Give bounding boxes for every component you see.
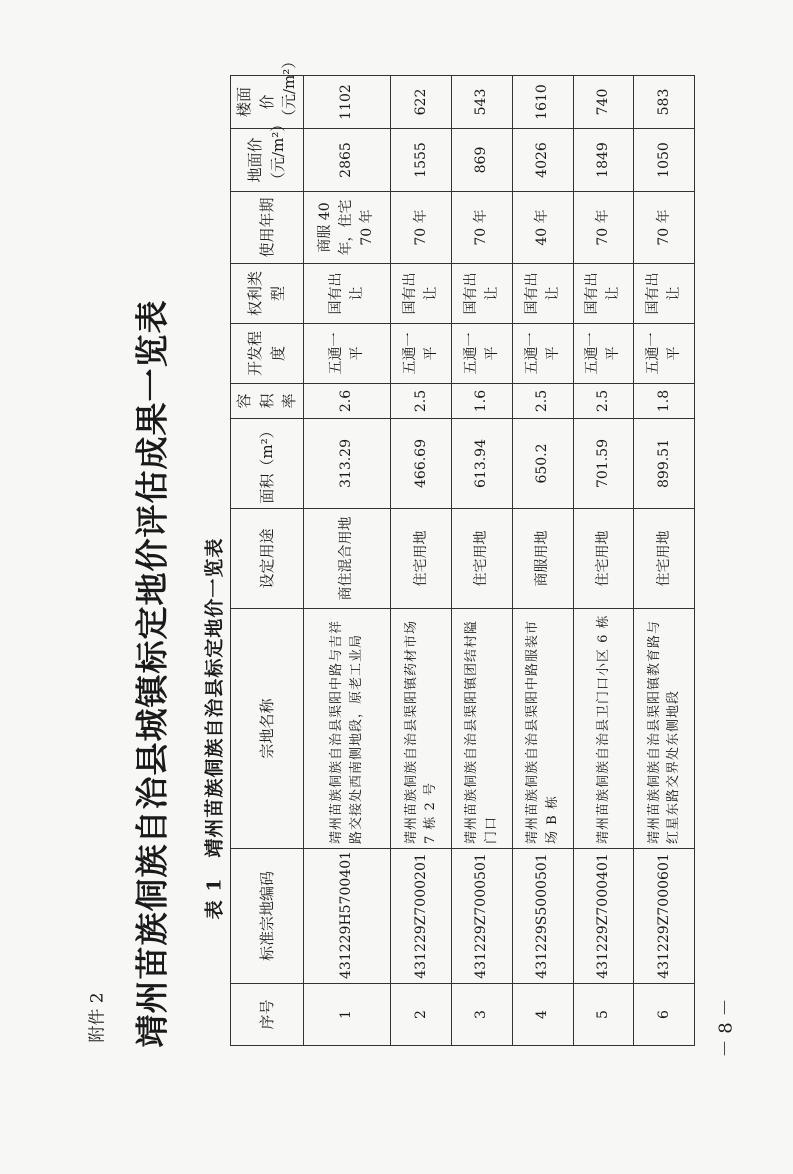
table-row xyxy=(452,76,513,1046)
cell-area: 899.51 xyxy=(634,419,695,509)
cell-dev: 五通一平 xyxy=(303,324,391,384)
cell-seq: 6 xyxy=(634,984,695,1046)
cell-name: 靖州苗族侗族自治县渠阳中路与吉祥路交接处西南侧地段，原老工业局 xyxy=(303,609,391,849)
cell-term: 70 年 xyxy=(391,192,452,264)
cell-far: 1.6 xyxy=(452,384,513,419)
cell-right: 国有出让 xyxy=(573,264,634,324)
cell-area: 701.59 xyxy=(573,419,634,509)
cell-dev: 五通一平 xyxy=(512,324,573,384)
cell-use: 住宅用地 xyxy=(452,509,513,609)
cell-floor-price: 583 xyxy=(634,76,695,129)
cell-floor-price: 543 xyxy=(452,76,513,129)
cell-far: 2.5 xyxy=(573,384,634,419)
cell-use: 住宅用地 xyxy=(573,509,634,609)
cell-dev: 五通一平 xyxy=(573,324,634,384)
cell-land-price: 869 xyxy=(452,129,513,192)
table-container xyxy=(230,53,695,1046)
header-dev: 开发程度 xyxy=(231,324,304,384)
cell-name: 靖州苗族侗族自治县渠阳镇药材市场 7 栋 2 号 xyxy=(391,609,452,849)
table-row xyxy=(512,76,573,1046)
header-land-price: 地面价（元/m²） xyxy=(231,129,304,192)
cell-far: 2.5 xyxy=(512,384,573,419)
cell-use: 商服用地 xyxy=(512,509,573,609)
cell-term: 商服 40 年，住宅 70 年 xyxy=(303,192,391,264)
cell-term: 70 年 xyxy=(452,192,513,264)
cell-use: 住宅用地 xyxy=(634,509,695,609)
cell-dev: 五通一平 xyxy=(391,324,452,384)
attachment-label: 附件 2 xyxy=(87,992,108,1043)
cell-code: 431229Z7000501 xyxy=(452,849,513,984)
cell-right: 国有出让 xyxy=(452,264,513,324)
land-price-table xyxy=(230,53,695,1046)
cell-seq: 5 xyxy=(573,984,634,1046)
cell-term: 40 年 xyxy=(512,192,573,264)
cell-name: 靖州苗族侗族自治县卫门口小区 6 栋 xyxy=(573,609,634,849)
cell-land-price: 1555 xyxy=(391,129,452,192)
cell-land-price: 1849 xyxy=(573,129,634,192)
header-use: 设定用途 xyxy=(231,509,304,609)
cell-far: 2.5 xyxy=(391,384,452,419)
cell-dev: 五通一平 xyxy=(634,324,695,384)
cell-code: 431229H5700401 xyxy=(303,849,391,984)
cell-use: 住宅用地 xyxy=(391,509,452,609)
cell-seq: 2 xyxy=(391,984,452,1046)
cell-name: 靖州苗族侗族自治县渠阳镇团结村隘门口 xyxy=(452,609,513,849)
cell-land-price: 4026 xyxy=(512,129,573,192)
cell-code: 431229S5000501 xyxy=(512,849,573,984)
header-right: 权利类型 xyxy=(231,264,304,324)
cell-right: 国有出让 xyxy=(303,264,391,324)
cell-floor-price: 622 xyxy=(391,76,452,129)
header-seq: 序号 xyxy=(231,984,304,1046)
cell-seq: 4 xyxy=(512,984,573,1046)
header-far: 容积率 xyxy=(231,384,304,419)
cell-area: 466.69 xyxy=(391,419,452,509)
table-row xyxy=(634,76,695,1046)
cell-use: 商住混合用地 xyxy=(303,509,391,609)
page-title: 靖州苗族侗族自治县城镇标定地价评估成果一览表 xyxy=(132,299,172,1048)
header-area: 面积（m²） xyxy=(231,419,304,509)
header-term: 使用年期 xyxy=(231,192,304,264)
header-code: 标准宗地编码 xyxy=(231,849,304,984)
table-row xyxy=(303,76,391,1046)
cell-name: 靖州苗族侗族自治县渠阳中路服装市场 B 栋 xyxy=(512,609,573,849)
cell-dev: 五通一平 xyxy=(452,324,513,384)
cell-seq: 1 xyxy=(303,984,391,1046)
cell-name: 靖州苗族侗族自治县渠阳镇教育路与红星东路交界处东侧地段 xyxy=(634,609,695,849)
cell-land-price: 2865 xyxy=(303,129,391,192)
cell-code: 431229Z7000201 xyxy=(391,849,452,984)
table-header-row xyxy=(231,76,304,1046)
cell-code: 431229Z7000401 xyxy=(573,849,634,984)
cell-term: 70 年 xyxy=(634,192,695,264)
cell-area: 313.29 xyxy=(303,419,391,509)
table-row xyxy=(573,76,634,1046)
page-number: － 8 － xyxy=(715,998,737,1058)
cell-area: 613.94 xyxy=(452,419,513,509)
cell-term: 70 年 xyxy=(573,192,634,264)
header-floor-price: 楼面价（元/m²） xyxy=(231,76,304,129)
cell-floor-price: 1102 xyxy=(303,76,391,129)
cell-code: 431229Z7000601 xyxy=(634,849,695,984)
cell-right: 国有出让 xyxy=(391,264,452,324)
table-row xyxy=(391,76,452,1046)
cell-floor-price: 740 xyxy=(573,76,634,129)
cell-area: 650.2 xyxy=(512,419,573,509)
header-name: 宗地名称 xyxy=(231,609,304,849)
cell-seq: 3 xyxy=(452,984,513,1046)
table-caption: 表 1 靖州苗族侗族自治县标定地价一览表 xyxy=(203,537,226,920)
cell-floor-price: 1610 xyxy=(512,76,573,129)
cell-far: 2.6 xyxy=(303,384,391,419)
cell-far: 1.8 xyxy=(634,384,695,419)
cell-right: 国有出让 xyxy=(512,264,573,324)
cell-right: 国有出让 xyxy=(634,264,695,324)
cell-land-price: 1050 xyxy=(634,129,695,192)
